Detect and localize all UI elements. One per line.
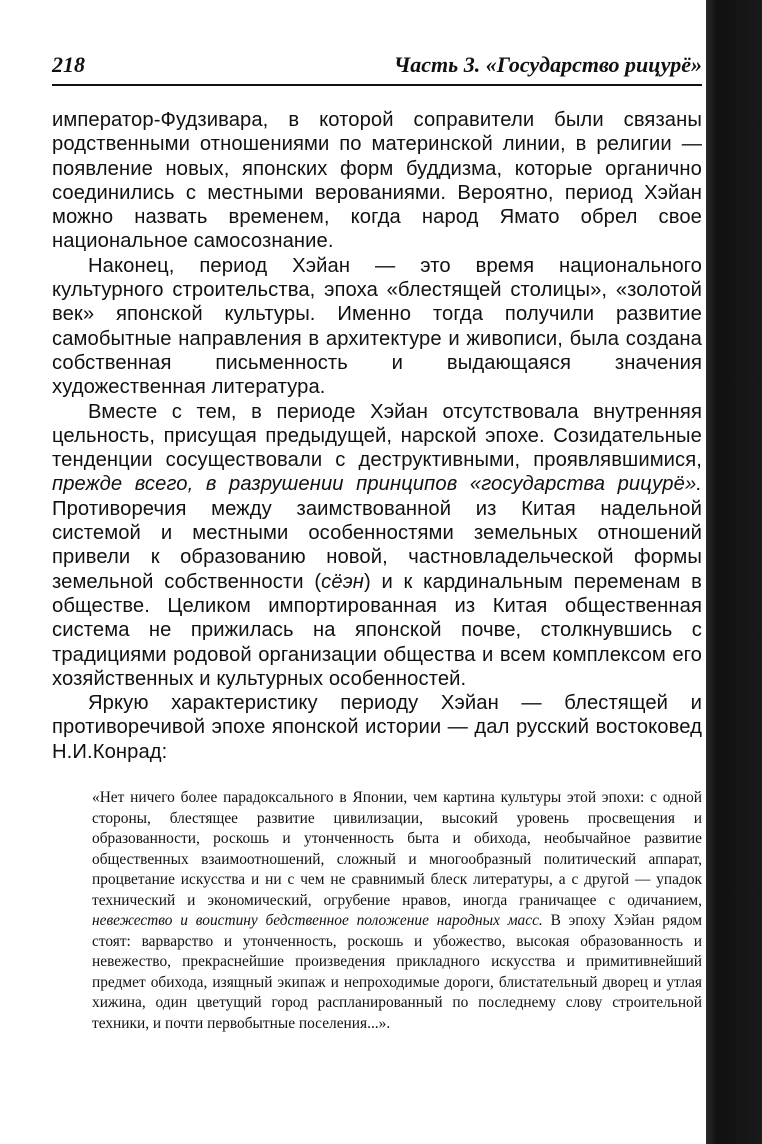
section-title: Часть 3. «Государство рицурё» — [393, 52, 702, 77]
book-page — [52, 52, 702, 1034]
shoen-term: сёэн — [321, 570, 364, 593]
paragraph-3-italic: прежде всего, в разрушении принципов «государства рицурё». — [52, 473, 702, 496]
paragraph-2: Наконец, период Хэйан — это время национального культурного строительства, эпоха «блестящей столицы», «золотой век» японской культуры. Именно тогда получили развитие самобытные направления в архитектуре и живописи, была создана собственная письменность и выдающаяся значения художественная литература. — [52, 254, 702, 399]
quote-end: В эпоху Хэйан рядом стоят: варварство и утонченность, роскошь и убожество, высокая образованность и невежество, прекраснейшие произведения прикладного искусства и примитивнейший предмет обихода, изящный экипаж и непроходимые дороги, блистательный дворец и утлая хижина, один цветущий город распланированный по последнему слову строительной техники, и почти первобытные поселения...». — [92, 912, 703, 1032]
konrad-quote — [92, 788, 702, 1034]
paragraph-3 — [52, 400, 702, 692]
page-number: 218 — [52, 52, 85, 77]
paragraph-3-end: ) и к кардинальным переменам в обществе. Целиком импортированная из Китая общественная система не прижилась на японской почве, столкнувшись с традициями родовой организации общества и всем комплексом его хозяйственных и культурных особенностей. — [52, 570, 703, 690]
running-head — [52, 52, 702, 86]
paragraph-3-mid: Противоречия между заимствованной из Китая надельной системой и местными особенностями земельных отношений привели к образованию новой, частновладельческой формы земельной собственности ( — [52, 497, 702, 593]
paragraph-4: Яркую характеристику периоду Хэйан — блестящей и противоречивой эпохе японской истории — дал русский востоковед Н.И.Конрад: — [52, 692, 702, 763]
paragraph-1: император-Фудзивара, в которой соправители были связаны родственными отношениями по материнской линии, в религии — появление новых, японских форм буддизма, которые органично соединились с местными верованиями. Вероятно, период Хэйан можно назвать временем, когда народ Ямато обрел свое национальное самосознание. — [52, 109, 702, 253]
main-text — [52, 108, 702, 764]
page-edge-shadow — [706, 0, 762, 1144]
quote-italic: невежество и воистину бедственное положение народных масс. — [92, 912, 543, 930]
paragraph-3-start: Вместе с тем, в периоде Хэйан отсутствовала внутренняя цельность, присущая предыдущей, нарской эпохе. Созидательные тенденции сосуществовали с деструктивными, проявлявшимися, — [52, 400, 702, 472]
quote-start: «Нет ничего более парадоксального в Японии, чем картина культуры этой эпохи: с одной стороны, блестящее развитие цивилизации, высокий уровень просвещения и образованности, роскошь и утонченность быта и обихода, необычайное развитие общественных взаимоотношений, сложный и многообразный политический аппарат, процветание искусства и ни с чем не сравнимый блеск литературы, а с другой — упадок технический и экономический, огрубение нравов, иногда граничащее с одичанием, — [92, 789, 702, 909]
